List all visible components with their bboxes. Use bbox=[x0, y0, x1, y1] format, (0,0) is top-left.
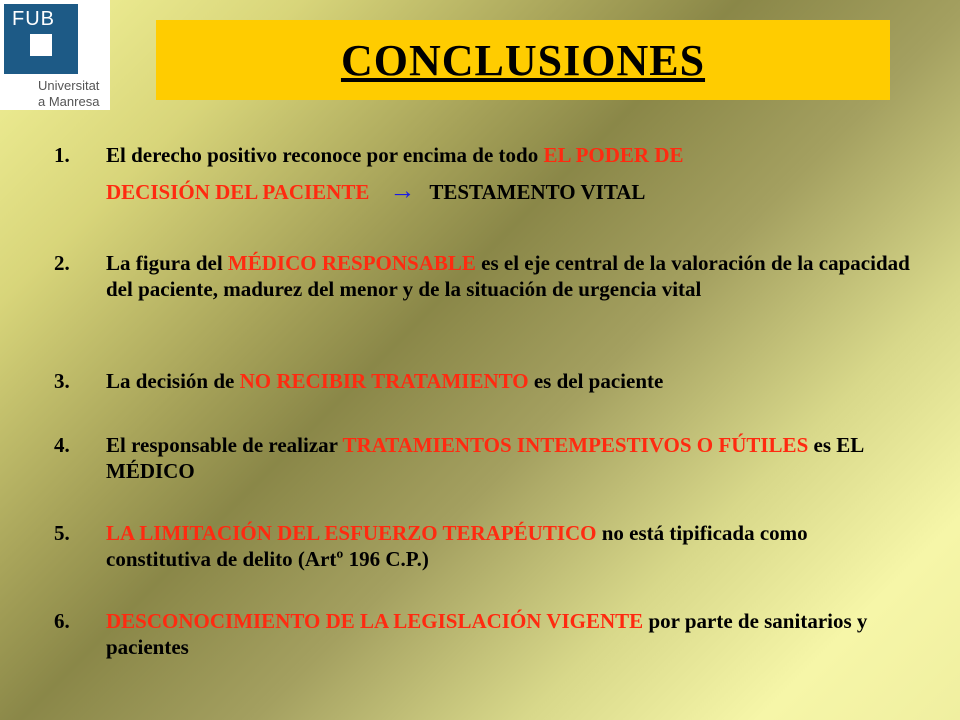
item-text-part: por parte de sanitarios y pacientes bbox=[106, 609, 868, 659]
logo-mark-text: FUB bbox=[12, 8, 55, 30]
item-highlight: EL PODER DE bbox=[543, 143, 684, 167]
item-text-part: El derecho positivo reconoce por encima de todo bbox=[106, 143, 544, 167]
item-highlight: DECISIÓN DEL PACIENTE bbox=[106, 180, 370, 204]
item-text-part: es EL MÉDICO bbox=[106, 433, 864, 483]
logo-mark bbox=[4, 4, 78, 74]
item-number: 3. bbox=[54, 369, 70, 393]
item-text-part: El responsable de realizar bbox=[106, 433, 343, 457]
item-number: 5. bbox=[54, 521, 70, 545]
item-second-line bbox=[106, 178, 914, 205]
item-number: 1. bbox=[54, 143, 70, 167]
title-banner bbox=[156, 20, 890, 100]
item-number: 4. bbox=[54, 433, 70, 457]
item-highlight: NO RECIBIR TRATAMIENTO bbox=[239, 369, 529, 393]
item-highlight: TRATAMIENTOS INTEMPESTIVOS O FÚTILES bbox=[342, 433, 809, 457]
logo-square-icon bbox=[30, 34, 52, 56]
university-logo bbox=[0, 0, 110, 110]
item-highlight: DESCONOCIMIENTO DE LA LEGISLACIÓN VIGENTE bbox=[106, 609, 644, 633]
logo-line-1: Universitat bbox=[38, 78, 100, 93]
item-text bbox=[106, 608, 914, 660]
slide-title: CONCLUSIONES bbox=[340, 35, 706, 85]
item-number: 6. bbox=[54, 609, 70, 633]
item-text-part: La figura del bbox=[106, 251, 228, 275]
item-text-part: no está tipificada como constitutiva de delito (Artº 196 C.P.) bbox=[106, 521, 808, 571]
logo-line-2: a Manresa bbox=[38, 94, 100, 109]
item-text-part: La decisión de bbox=[106, 369, 240, 393]
item-text bbox=[106, 250, 914, 302]
item-text-part: es el eje central de la valoración de la capacidad del paciente, madurez del menor y de la situación de urgencia vital bbox=[106, 251, 910, 301]
item-text-part: es del paciente bbox=[528, 369, 664, 393]
arrow-right-icon: → bbox=[389, 176, 416, 205]
item-text bbox=[106, 142, 914, 205]
item-number: 2. bbox=[54, 251, 70, 275]
item-text bbox=[106, 368, 914, 394]
item-highlight: LA LIMITACIÓN DEL ESFUERZO TERAPÉUTICO bbox=[106, 521, 597, 545]
item-text bbox=[106, 520, 914, 572]
item-text-part: TESTAMENTO VITAL bbox=[429, 180, 646, 204]
item-highlight: MÉDICO RESPONSABLE bbox=[227, 251, 476, 275]
item-text bbox=[106, 432, 914, 484]
